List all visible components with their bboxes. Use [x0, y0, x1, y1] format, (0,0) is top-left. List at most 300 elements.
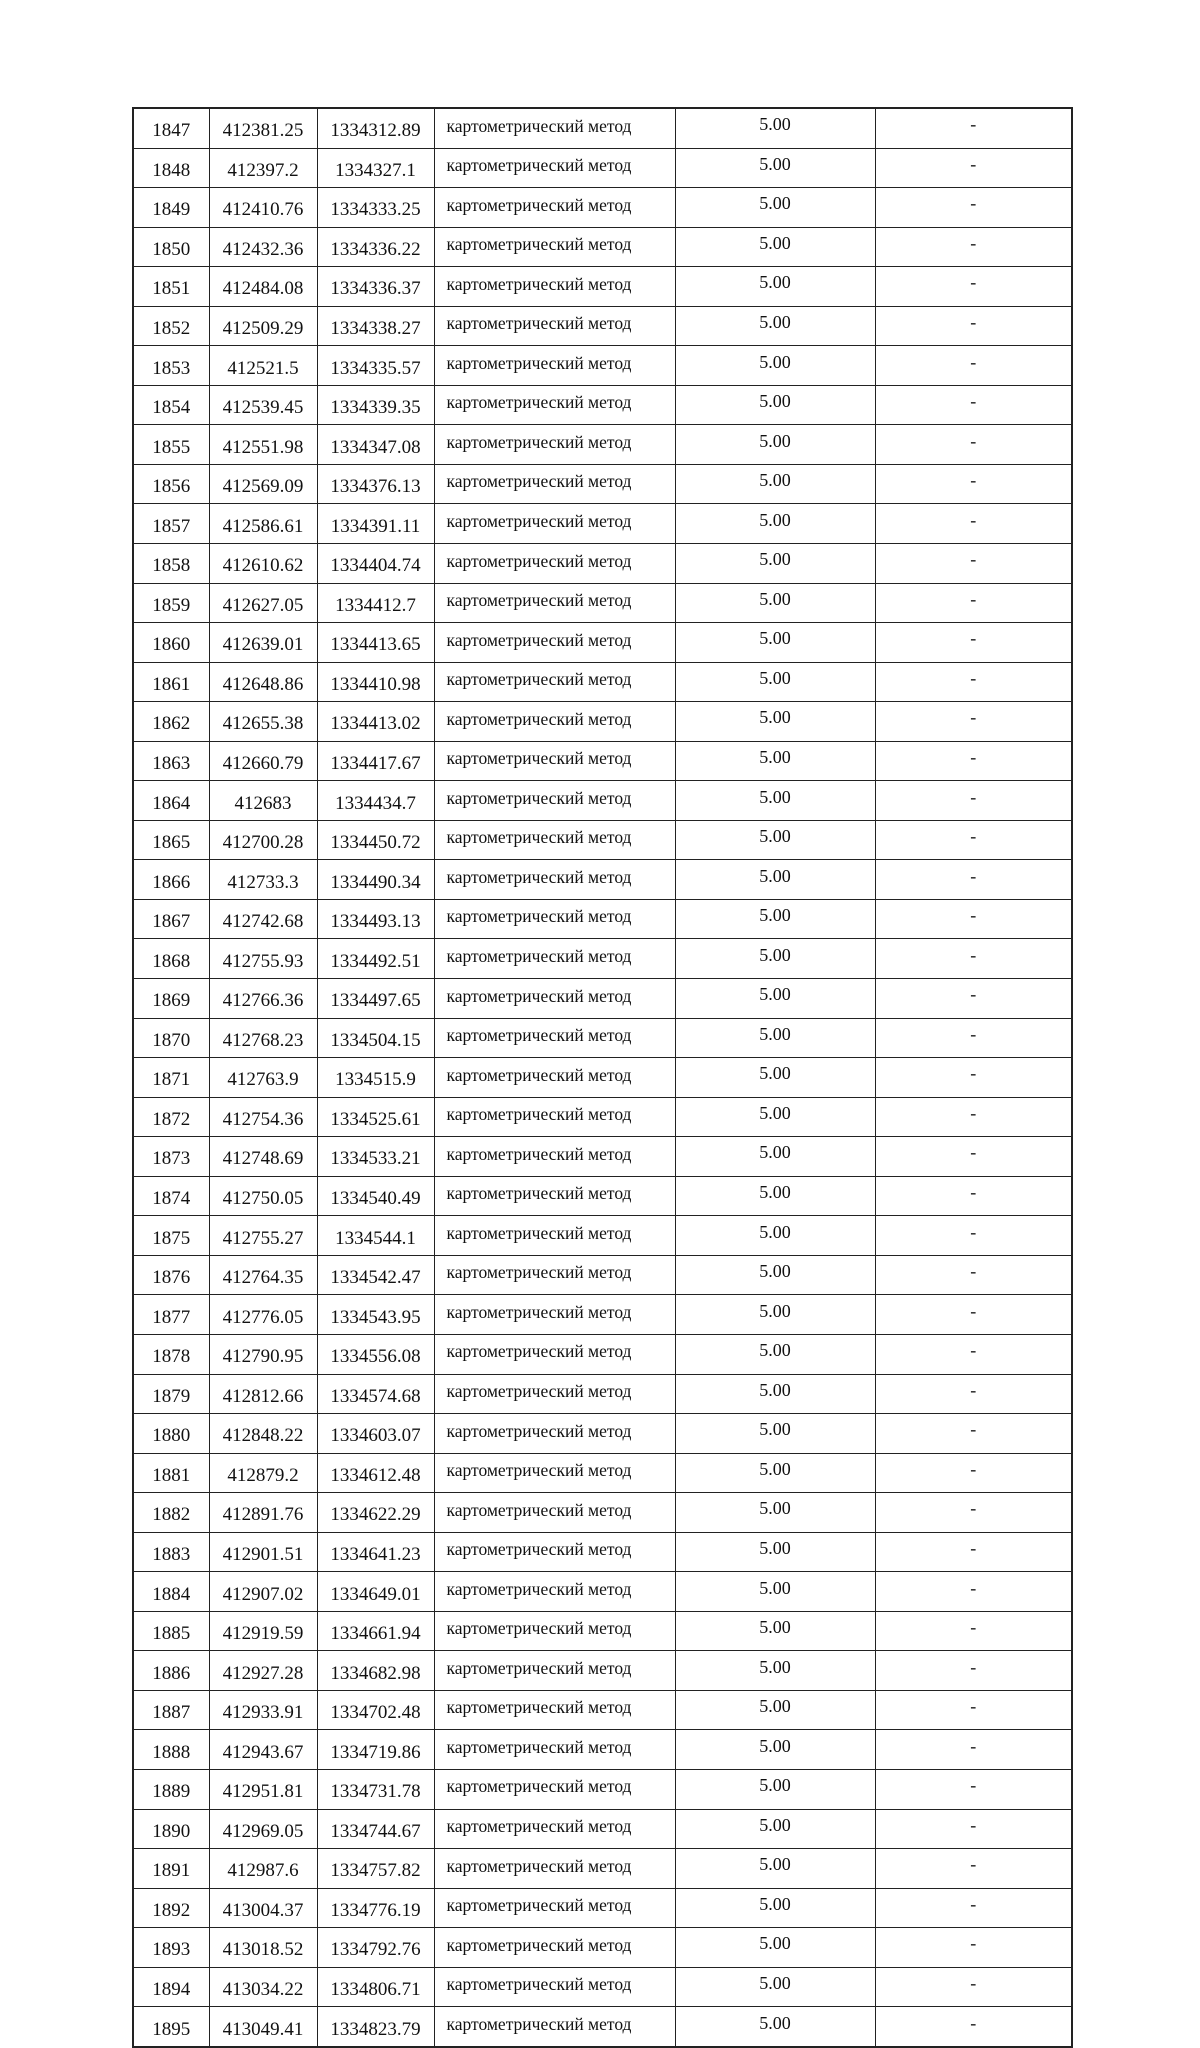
description-cell: -: [875, 1453, 1072, 1493]
point-number-cell: 1868: [133, 939, 209, 979]
accuracy-cell: 5.00: [675, 1888, 875, 1928]
table-row: [133, 1097, 1072, 1137]
table-row: [133, 148, 1072, 188]
table-row: [133, 1255, 1072, 1295]
description-cell: -: [875, 939, 1072, 979]
x-coordinate-cell: 412927.28: [209, 1651, 317, 1691]
point-number-cell: 1882: [133, 1493, 209, 1533]
point-number-cell: 1881: [133, 1453, 209, 1493]
accuracy-cell: 5.00: [675, 1453, 875, 1493]
method-cell: картометрический метод: [434, 702, 675, 742]
method-cell: картометрический метод: [434, 227, 675, 267]
y-coordinate-cell: 1334339.35: [317, 385, 434, 425]
description-cell: -: [875, 425, 1072, 465]
point-number-cell: 1872: [133, 1097, 209, 1137]
y-coordinate-cell: 1334622.29: [317, 1493, 434, 1533]
y-coordinate-cell: 1334434.7: [317, 781, 434, 821]
x-coordinate-cell: 412521.5: [209, 346, 317, 386]
table-row: [133, 860, 1072, 900]
y-coordinate-cell: 1334490.34: [317, 860, 434, 900]
point-number-cell: 1871: [133, 1058, 209, 1098]
accuracy-cell: 5.00: [675, 1414, 875, 1454]
table-row: [133, 504, 1072, 544]
description-cell: -: [875, 1809, 1072, 1849]
accuracy-cell: 5.00: [675, 583, 875, 623]
table-row: [133, 939, 1072, 979]
x-coordinate-cell: 413049.41: [209, 2007, 317, 2047]
point-number-cell: 1847: [133, 108, 209, 148]
accuracy-cell: 5.00: [675, 1769, 875, 1809]
table-row: [133, 1809, 1072, 1849]
table-row: [133, 702, 1072, 742]
table-row: [133, 1334, 1072, 1374]
description-cell: -: [875, 1928, 1072, 1968]
x-coordinate-cell: 413034.22: [209, 1967, 317, 2007]
y-coordinate-cell: 1334757.82: [317, 1849, 434, 1889]
description-cell: -: [875, 306, 1072, 346]
method-cell: картометрический метод: [434, 1769, 675, 1809]
x-coordinate-cell: 412776.05: [209, 1295, 317, 1335]
table-row: [133, 820, 1072, 860]
y-coordinate-cell: 1334823.79: [317, 2007, 434, 2047]
method-cell: картометрический метод: [434, 346, 675, 386]
y-coordinate-cell: 1334410.98: [317, 662, 434, 702]
y-coordinate-cell: 1334574.68: [317, 1374, 434, 1414]
x-coordinate-cell: 412660.79: [209, 741, 317, 781]
method-cell: картометрический метод: [434, 1058, 675, 1098]
point-number-cell: 1878: [133, 1334, 209, 1374]
table-row: [133, 1888, 1072, 1928]
y-coordinate-cell: 1334515.9: [317, 1058, 434, 1098]
point-number-cell: 1859: [133, 583, 209, 623]
table-row: [133, 306, 1072, 346]
x-coordinate-cell: 412879.2: [209, 1453, 317, 1493]
coordinates-table: [132, 107, 1073, 2048]
table-row: [133, 899, 1072, 939]
x-coordinate-cell: 412410.76: [209, 188, 317, 228]
point-number-cell: 1862: [133, 702, 209, 742]
method-cell: картометрический метод: [434, 820, 675, 860]
accuracy-cell: 5.00: [675, 2007, 875, 2047]
method-cell: картометрический метод: [434, 979, 675, 1019]
method-cell: картометрический метод: [434, 464, 675, 504]
point-number-cell: 1855: [133, 425, 209, 465]
description-cell: -: [875, 1572, 1072, 1612]
point-number-cell: 1853: [133, 346, 209, 386]
table-row: [133, 267, 1072, 307]
y-coordinate-cell: 1334806.71: [317, 1967, 434, 2007]
method-cell: картометрический метод: [434, 1849, 675, 1889]
x-coordinate-cell: 412397.2: [209, 148, 317, 188]
point-number-cell: 1850: [133, 227, 209, 267]
method-cell: картометрический метод: [434, 1374, 675, 1414]
table-row: [133, 544, 1072, 584]
x-coordinate-cell: 412812.66: [209, 1374, 317, 1414]
accuracy-cell: 5.00: [675, 1058, 875, 1098]
description-cell: -: [875, 1334, 1072, 1374]
x-coordinate-cell: 412551.98: [209, 425, 317, 465]
method-cell: картометрический метод: [434, 1255, 675, 1295]
table-row: [133, 1176, 1072, 1216]
y-coordinate-cell: 1334312.89: [317, 108, 434, 148]
method-cell: картометрический метод: [434, 1809, 675, 1849]
table-row: [133, 623, 1072, 663]
method-cell: картометрический метод: [434, 1532, 675, 1572]
description-cell: -: [875, 1769, 1072, 1809]
y-coordinate-cell: 1334336.22: [317, 227, 434, 267]
table-row: [133, 781, 1072, 821]
y-coordinate-cell: 1334556.08: [317, 1334, 434, 1374]
description-cell: -: [875, 702, 1072, 742]
accuracy-cell: 5.00: [675, 1334, 875, 1374]
x-coordinate-cell: 413004.37: [209, 1888, 317, 1928]
description-cell: -: [875, 385, 1072, 425]
y-coordinate-cell: 1334497.65: [317, 979, 434, 1019]
method-cell: картометрический метод: [434, 108, 675, 148]
accuracy-cell: 5.00: [675, 781, 875, 821]
table-row: [133, 1928, 1072, 1968]
description-cell: -: [875, 1176, 1072, 1216]
x-coordinate-cell: 412750.05: [209, 1176, 317, 1216]
accuracy-cell: 5.00: [675, 1730, 875, 1770]
point-number-cell: 1857: [133, 504, 209, 544]
method-cell: картометрический метод: [434, 188, 675, 228]
table-row: [133, 1137, 1072, 1177]
x-coordinate-cell: 412891.76: [209, 1493, 317, 1533]
description-cell: -: [875, 148, 1072, 188]
description-cell: -: [875, 1255, 1072, 1295]
accuracy-cell: 5.00: [675, 346, 875, 386]
point-number-cell: 1865: [133, 820, 209, 860]
method-cell: картометрический метод: [434, 1018, 675, 1058]
y-coordinate-cell: 1334347.08: [317, 425, 434, 465]
table-row: [133, 662, 1072, 702]
method-cell: картометрический метод: [434, 1928, 675, 1968]
point-number-cell: 1848: [133, 148, 209, 188]
accuracy-cell: 5.00: [675, 1532, 875, 1572]
y-coordinate-cell: 1334391.11: [317, 504, 434, 544]
method-cell: картометрический метод: [434, 2007, 675, 2047]
table-row: [133, 1572, 1072, 1612]
accuracy-cell: 5.00: [675, 188, 875, 228]
method-cell: картометрический метод: [434, 1295, 675, 1335]
description-cell: -: [875, 623, 1072, 663]
x-coordinate-cell: 412586.61: [209, 504, 317, 544]
method-cell: картометрический метод: [434, 306, 675, 346]
y-coordinate-cell: 1334327.1: [317, 148, 434, 188]
point-number-cell: 1884: [133, 1572, 209, 1612]
point-number-cell: 1889: [133, 1769, 209, 1809]
description-cell: -: [875, 504, 1072, 544]
x-coordinate-cell: 412943.67: [209, 1730, 317, 1770]
table-row: [133, 385, 1072, 425]
accuracy-cell: 5.00: [675, 1216, 875, 1256]
method-cell: картометрический метод: [434, 1414, 675, 1454]
y-coordinate-cell: 1334776.19: [317, 1888, 434, 1928]
x-coordinate-cell: 412907.02: [209, 1572, 317, 1612]
point-number-cell: 1852: [133, 306, 209, 346]
table-row: [133, 1690, 1072, 1730]
table-row: [133, 108, 1072, 148]
accuracy-cell: 5.00: [675, 1176, 875, 1216]
x-coordinate-cell: 412755.27: [209, 1216, 317, 1256]
table-row: [133, 1058, 1072, 1098]
method-cell: картометрический метод: [434, 1730, 675, 1770]
point-number-cell: 1866: [133, 860, 209, 900]
point-number-cell: 1856: [133, 464, 209, 504]
y-coordinate-cell: 1334417.67: [317, 741, 434, 781]
accuracy-cell: 5.00: [675, 623, 875, 663]
point-number-cell: 1858: [133, 544, 209, 584]
x-coordinate-cell: 412432.36: [209, 227, 317, 267]
method-cell: картометрический метод: [434, 425, 675, 465]
y-coordinate-cell: 1334702.48: [317, 1690, 434, 1730]
point-number-cell: 1890: [133, 1809, 209, 1849]
table-row: [133, 425, 1072, 465]
accuracy-cell: 5.00: [675, 741, 875, 781]
method-cell: картометрический метод: [434, 662, 675, 702]
point-number-cell: 1870: [133, 1018, 209, 1058]
method-cell: картометрический метод: [434, 623, 675, 663]
point-number-cell: 1869: [133, 979, 209, 1019]
accuracy-cell: 5.00: [675, 899, 875, 939]
point-number-cell: 1867: [133, 899, 209, 939]
table-row: [133, 227, 1072, 267]
point-number-cell: 1873: [133, 1137, 209, 1177]
x-coordinate-cell: 413018.52: [209, 1928, 317, 1968]
method-cell: картометрический метод: [434, 1216, 675, 1256]
table-row: [133, 1730, 1072, 1770]
method-cell: картометрический метод: [434, 385, 675, 425]
x-coordinate-cell: 412610.62: [209, 544, 317, 584]
description-cell: -: [875, 979, 1072, 1019]
description-cell: -: [875, 1018, 1072, 1058]
method-cell: картометрический метод: [434, 1097, 675, 1137]
description-cell: -: [875, 227, 1072, 267]
table-row: [133, 1374, 1072, 1414]
method-cell: картометрический метод: [434, 1334, 675, 1374]
y-coordinate-cell: 1334542.47: [317, 1255, 434, 1295]
method-cell: картометрический метод: [434, 1572, 675, 1612]
y-coordinate-cell: 1334336.37: [317, 267, 434, 307]
point-number-cell: 1888: [133, 1730, 209, 1770]
point-number-cell: 1851: [133, 267, 209, 307]
point-number-cell: 1849: [133, 188, 209, 228]
method-cell: картометрический метод: [434, 267, 675, 307]
description-cell: -: [875, 1058, 1072, 1098]
y-coordinate-cell: 1334493.13: [317, 899, 434, 939]
point-number-cell: 1854: [133, 385, 209, 425]
accuracy-cell: 5.00: [675, 1967, 875, 2007]
point-number-cell: 1876: [133, 1255, 209, 1295]
description-cell: -: [875, 1414, 1072, 1454]
accuracy-cell: 5.00: [675, 108, 875, 148]
x-coordinate-cell: 412742.68: [209, 899, 317, 939]
description-cell: -: [875, 662, 1072, 702]
x-coordinate-cell: 412790.95: [209, 1334, 317, 1374]
x-coordinate-cell: 412683: [209, 781, 317, 821]
accuracy-cell: 5.00: [675, 1928, 875, 1968]
x-coordinate-cell: 412748.69: [209, 1137, 317, 1177]
accuracy-cell: 5.00: [675, 1809, 875, 1849]
description-cell: -: [875, 1730, 1072, 1770]
table-row: [133, 346, 1072, 386]
method-cell: картометрический метод: [434, 860, 675, 900]
y-coordinate-cell: 1334335.57: [317, 346, 434, 386]
accuracy-cell: 5.00: [675, 1097, 875, 1137]
table-row: [133, 188, 1072, 228]
table-row: [133, 979, 1072, 1019]
method-cell: картометрический метод: [434, 544, 675, 584]
description-cell: -: [875, 781, 1072, 821]
table-row: [133, 1967, 1072, 2007]
description-cell: -: [875, 346, 1072, 386]
table-row: [133, 1849, 1072, 1889]
y-coordinate-cell: 1334492.51: [317, 939, 434, 979]
method-cell: картометрический метод: [434, 939, 675, 979]
x-coordinate-cell: 412648.86: [209, 662, 317, 702]
accuracy-cell: 5.00: [675, 820, 875, 860]
point-number-cell: 1894: [133, 1967, 209, 2007]
accuracy-cell: 5.00: [675, 385, 875, 425]
description-cell: -: [875, 1493, 1072, 1533]
description-cell: -: [875, 267, 1072, 307]
accuracy-cell: 5.00: [675, 148, 875, 188]
point-number-cell: 1885: [133, 1611, 209, 1651]
method-cell: картометрический метод: [434, 583, 675, 623]
description-cell: -: [875, 860, 1072, 900]
table-row: [133, 1414, 1072, 1454]
point-number-cell: 1877: [133, 1295, 209, 1335]
x-coordinate-cell: 412639.01: [209, 623, 317, 663]
table-row: [133, 1453, 1072, 1493]
description-cell: -: [875, 1374, 1072, 1414]
description-cell: -: [875, 583, 1072, 623]
point-number-cell: 1886: [133, 1651, 209, 1691]
table-row: [133, 1651, 1072, 1691]
y-coordinate-cell: 1334792.76: [317, 1928, 434, 1968]
method-cell: картометрический метод: [434, 781, 675, 821]
description-cell: -: [875, 820, 1072, 860]
accuracy-cell: 5.00: [675, 544, 875, 584]
table-row: [133, 1295, 1072, 1335]
x-coordinate-cell: 412484.08: [209, 267, 317, 307]
method-cell: картометрический метод: [434, 899, 675, 939]
accuracy-cell: 5.00: [675, 504, 875, 544]
method-cell: картометрический метод: [434, 1176, 675, 1216]
x-coordinate-cell: 412969.05: [209, 1809, 317, 1849]
accuracy-cell: 5.00: [675, 227, 875, 267]
y-coordinate-cell: 1334744.67: [317, 1809, 434, 1849]
description-cell: -: [875, 188, 1072, 228]
method-cell: картометрический метод: [434, 1888, 675, 1928]
accuracy-cell: 5.00: [675, 425, 875, 465]
y-coordinate-cell: 1334338.27: [317, 306, 434, 346]
accuracy-cell: 5.00: [675, 1572, 875, 1612]
accuracy-cell: 5.00: [675, 979, 875, 1019]
point-number-cell: 1893: [133, 1928, 209, 1968]
description-cell: -: [875, 2007, 1072, 2047]
description-cell: -: [875, 464, 1072, 504]
table-row: [133, 583, 1072, 623]
method-cell: картометрический метод: [434, 504, 675, 544]
table-row: [133, 1493, 1072, 1533]
table-row: [133, 1769, 1072, 1809]
y-coordinate-cell: 1334533.21: [317, 1137, 434, 1177]
y-coordinate-cell: 1334544.1: [317, 1216, 434, 1256]
point-number-cell: 1874: [133, 1176, 209, 1216]
accuracy-cell: 5.00: [675, 939, 875, 979]
y-coordinate-cell: 1334649.01: [317, 1572, 434, 1612]
x-coordinate-cell: 412655.38: [209, 702, 317, 742]
y-coordinate-cell: 1334540.49: [317, 1176, 434, 1216]
y-coordinate-cell: 1334661.94: [317, 1611, 434, 1651]
accuracy-cell: 5.00: [675, 1611, 875, 1651]
x-coordinate-cell: 412766.36: [209, 979, 317, 1019]
y-coordinate-cell: 1334641.23: [317, 1532, 434, 1572]
description-cell: -: [875, 1967, 1072, 2007]
table-row: [133, 1532, 1072, 1572]
y-coordinate-cell: 1334450.72: [317, 820, 434, 860]
point-number-cell: 1861: [133, 662, 209, 702]
accuracy-cell: 5.00: [675, 1295, 875, 1335]
description-cell: -: [875, 1295, 1072, 1335]
method-cell: картометрический метод: [434, 1137, 675, 1177]
point-number-cell: 1891: [133, 1849, 209, 1889]
method-cell: картометрический метод: [434, 1967, 675, 2007]
accuracy-cell: 5.00: [675, 1018, 875, 1058]
method-cell: картометрический метод: [434, 1493, 675, 1533]
accuracy-cell: 5.00: [675, 267, 875, 307]
method-cell: картометрический метод: [434, 1651, 675, 1691]
y-coordinate-cell: 1334612.48: [317, 1453, 434, 1493]
x-coordinate-cell: 412754.36: [209, 1097, 317, 1137]
x-coordinate-cell: 412755.93: [209, 939, 317, 979]
x-coordinate-cell: 412951.81: [209, 1769, 317, 1809]
description-cell: -: [875, 1888, 1072, 1928]
x-coordinate-cell: 412848.22: [209, 1414, 317, 1454]
y-coordinate-cell: 1334525.61: [317, 1097, 434, 1137]
method-cell: картометрический метод: [434, 1611, 675, 1651]
y-coordinate-cell: 1334413.02: [317, 702, 434, 742]
table-row: [133, 2007, 1072, 2047]
accuracy-cell: 5.00: [675, 662, 875, 702]
description-cell: -: [875, 1097, 1072, 1137]
point-number-cell: 1887: [133, 1690, 209, 1730]
accuracy-cell: 5.00: [675, 464, 875, 504]
accuracy-cell: 5.00: [675, 1849, 875, 1889]
x-coordinate-cell: 412700.28: [209, 820, 317, 860]
accuracy-cell: 5.00: [675, 860, 875, 900]
table-row: [133, 464, 1072, 504]
x-coordinate-cell: 412733.3: [209, 860, 317, 900]
table-row: [133, 741, 1072, 781]
table-body: [133, 108, 1072, 2047]
x-coordinate-cell: 412381.25: [209, 108, 317, 148]
point-number-cell: 1895: [133, 2007, 209, 2047]
y-coordinate-cell: 1334412.7: [317, 583, 434, 623]
x-coordinate-cell: 412627.05: [209, 583, 317, 623]
x-coordinate-cell: 412764.35: [209, 1255, 317, 1295]
point-number-cell: 1880: [133, 1414, 209, 1454]
point-number-cell: 1879: [133, 1374, 209, 1414]
point-number-cell: 1892: [133, 1888, 209, 1928]
description-cell: -: [875, 108, 1072, 148]
description-cell: -: [875, 544, 1072, 584]
x-coordinate-cell: 412919.59: [209, 1611, 317, 1651]
point-number-cell: 1863: [133, 741, 209, 781]
accuracy-cell: 5.00: [675, 1255, 875, 1295]
